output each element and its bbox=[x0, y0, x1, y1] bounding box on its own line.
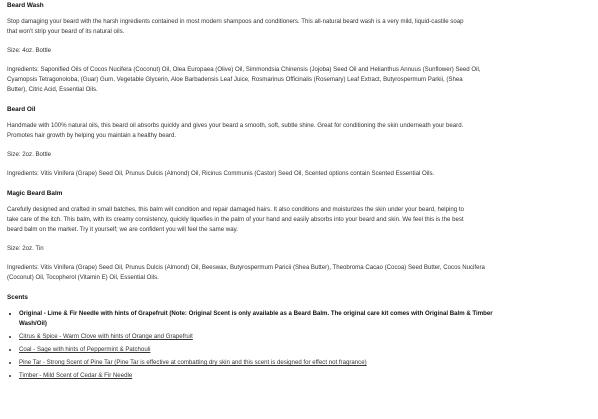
beard-oil-ingredients: Ingredients: Vitis Vinifera (Grape) Seed Oil, Prunus Dulcis (Almond) Oil, Ricinus Communis (Castor) Seed Oil, Scented options contain Scented Essential Oils. bbox=[7, 170, 435, 177]
beard-balm-ingredients: Ingredients: Vitis Vinifera (Grape) Seed Oil, Prunus Dulcis (Almond) Oil, Beeswax, Butyrospermum Paricii (Shea Butter), Theobroma Cacao (Cocoa) Seed Butter, Cocos Nucifera (Coconut) Oil, Tocopherol (Vitamin E) Oil, Essential Oils. bbox=[7, 264, 485, 281]
scent-item-pine-tar bbox=[19, 358, 591, 368]
scent-link-timber[interactable]: Timber - Mild Scent of Cedar & Fir Needle bbox=[19, 372, 133, 379]
beard-wash-size: Size: 4oz. Bottle bbox=[7, 47, 52, 54]
scents-heading: Scents bbox=[7, 294, 28, 301]
scent-link-pine-tar[interactable]: Pine Tar - Strong Scent of Pine Tar (Pine Tar is effective at combatting dry skin and this scent is designed for effect not fragrance) bbox=[19, 359, 367, 366]
beard-balm-heading: Magic Beard Balm bbox=[7, 190, 63, 197]
beard-oil-size: Size: 2oz. Bottle bbox=[7, 151, 52, 158]
scent-item-citrus-spice bbox=[19, 332, 591, 342]
beard-wash-description: Stop damaging your beard with the harsh ingredients contained in most modern shampoos and conditioners. This all-natural beard wash is a very mild, liquid-castile soap that won't strip your beard of its natural oils. bbox=[7, 18, 464, 35]
beard-wash-heading: Beard Wash bbox=[7, 2, 44, 9]
scent-item-timber bbox=[19, 371, 591, 381]
scent-item-original: • Original - Lime & Fir Needle with hints of Grapefruit (Note: Original Scent is only available as a Beard Balm. The original care kit comes with Original Balm & Timber Wash/Oil) bbox=[19, 309, 591, 329]
beard-oil-heading: Beard Oil bbox=[7, 106, 36, 113]
beard-balm-size: Size: 2oz. Tin bbox=[7, 245, 44, 252]
scent-link-coal[interactable]: Coal - Sage with hints of Peppermint & Patchouli bbox=[19, 346, 151, 353]
scent-link-citrus-spice[interactable]: Citrus & Spice - Warm Clove with hints of Orange and Grapefruit bbox=[19, 333, 193, 340]
scent-item-coal bbox=[19, 345, 591, 355]
scents-list bbox=[7, 309, 591, 381]
beard-oil-description: Handmade with 100% natural oils, this beard oil absorbs quickly and gives your beard a smooth, soft, subtle shine. Great for conditioning the skin underneath your beard. Promotes hair growth by helping you maintain a healthy beard. bbox=[7, 122, 464, 139]
beard-balm-description: Carefully designed and crafted in small batches, this balm will condition and repair damaged hairs. It also conditions and moisturizes the skin under your beard, helping to take care of the itch. This balm, with its creamy consistency, quickly liquefies in the palm of your hand and easily absorbs into your beard and skin. We feel this is the best beard balm on the market. Try it yourself; we are confident you will feel the same way. bbox=[7, 206, 464, 233]
beard-wash-ingredients: Ingredients: Saponified Oils of Cocos Nucifera (Coconut) Oil, Olea Europaea (Olive) Oil, Simmondsia Chinensis (Jojoba) Seed Oil and Helianthus Annuus (Sunflower) Seed Oil, Cyamopsis Tetragonoloba, (Guar) Gum, Vegetable Glycerin, Aloe Barbadensis Leaf Juice, Rosmarinus Officinalis (Rosemary) Leaf Extract, Butyrospermum Parkii, (Shea Butter), Citric Acid, Essential Oils. bbox=[7, 66, 481, 93]
